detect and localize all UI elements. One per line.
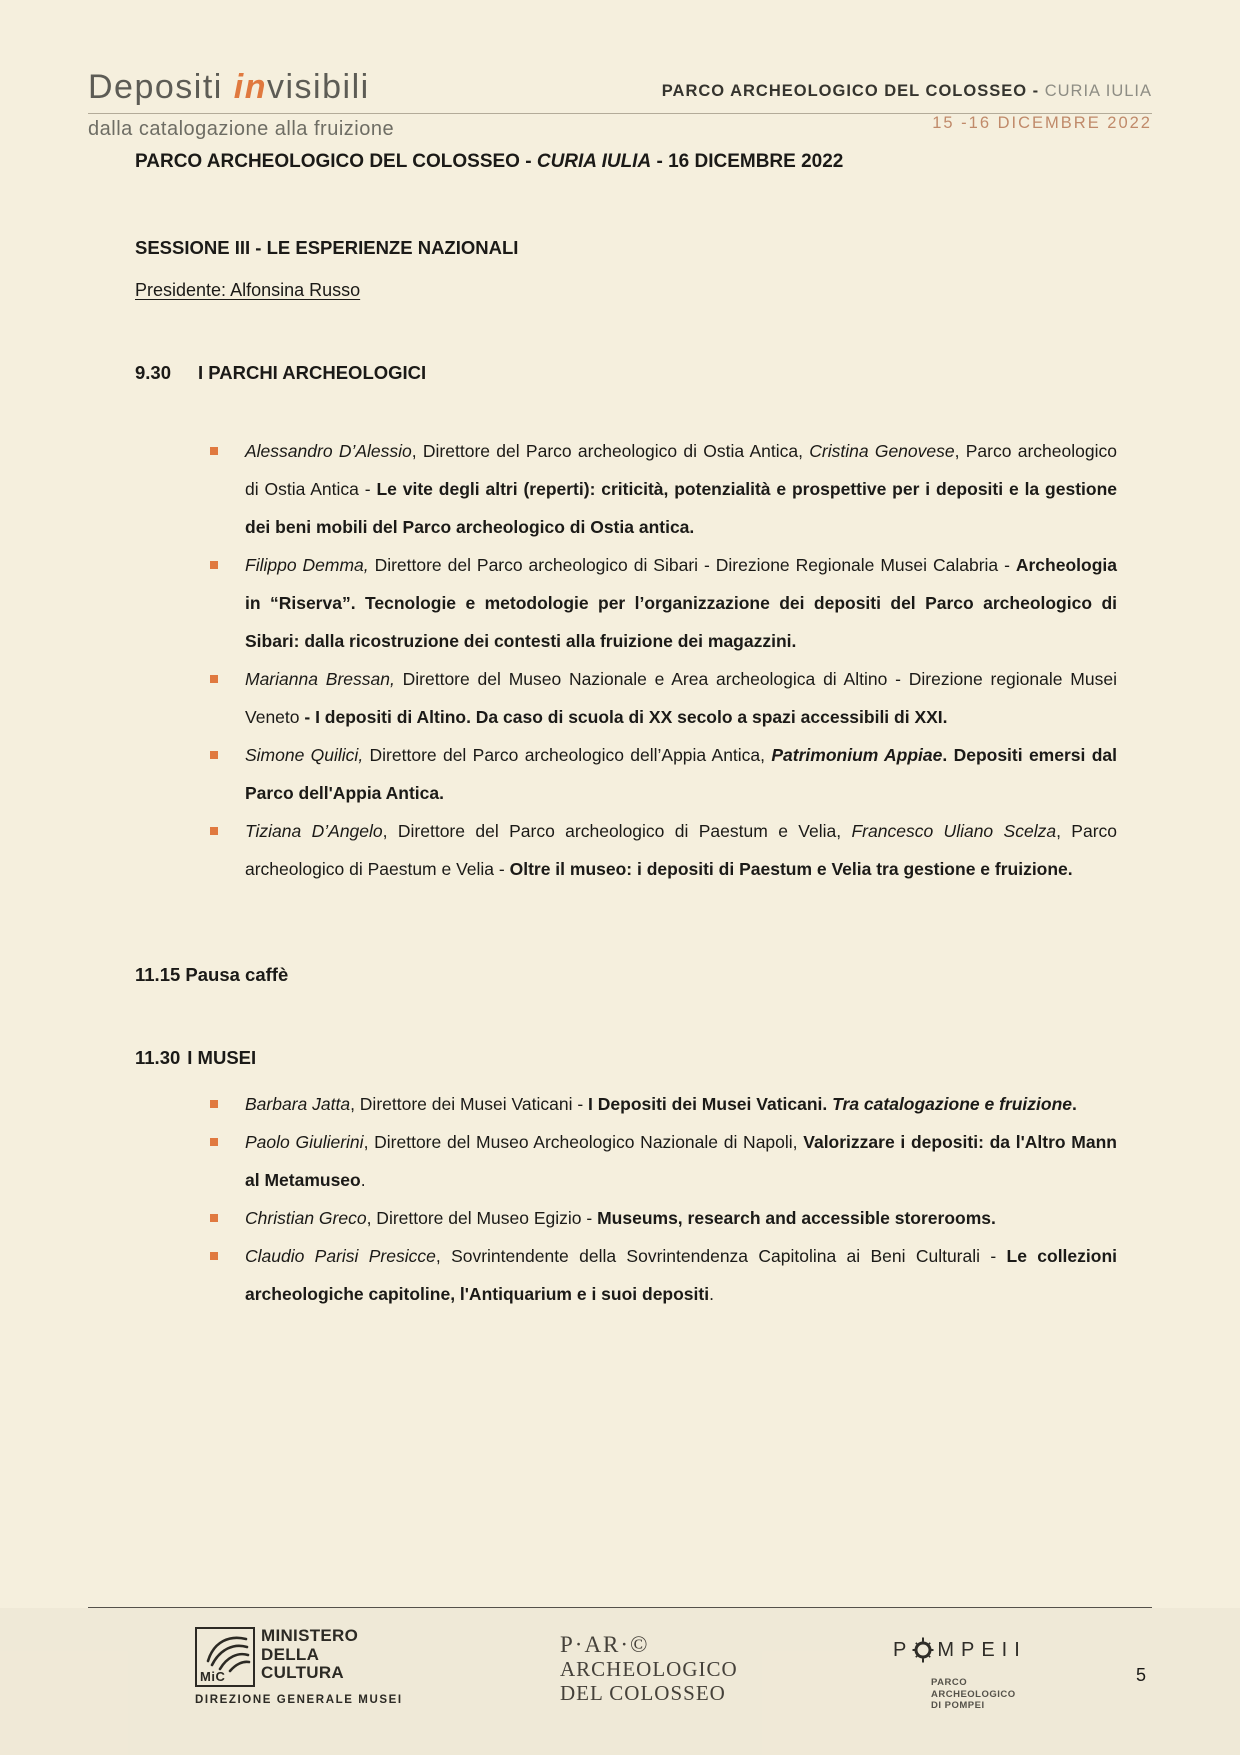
logo-text-suffix: visibili [267,68,370,106]
section-title: I PARCHI ARCHEOLOGICI [198,362,427,383]
list-item [135,660,1117,736]
mic-department: DIREZIONE GENERALE MUSEI [195,1694,403,1706]
agenda-item-text: Filippo Demma, Direttore del Parco archeologico di Sibari - Direzione Regionale Musei Calabria - Archeologia in “Riserva”. Tecnologie e metodologie per l’organizzazione dei depositi del Parco archeologico di Sibari: dalla ricostruzione dei contesti alla fruizione dei magazzini. [245,555,1117,651]
page-number: 5 [1135,1665,1146,1685]
title-italic: CURIA IULIA [536,151,652,172]
agenda-list-parchi [135,432,1117,888]
list-item [135,432,1117,546]
pompeii-prefix: P [893,1638,914,1661]
agenda-list-musei [135,1085,1117,1313]
agenda-item-text: Tiziana D’Angelo, Direttore del Parco archeologico di Paestum e Velia, Francesco Uliano Scelza, Parco archeologico di Paestum e Velia - Oltre il museo: i depositi di Paestum e Velia tra gestione e fruizione. [245,821,1118,879]
venue-light: CURIA IULIA [1044,82,1152,100]
pompeii-suffix: MPEII [937,1638,1027,1661]
pompeii-subtitle [931,1677,1027,1712]
venue-line [662,82,1152,101]
bullet-square-icon [210,675,218,683]
list-item [135,736,1117,812]
bullet-square-icon [210,1100,218,1108]
list-item [135,1085,1117,1123]
session-heading: SESSIONE III - LE ESPERIENZE NAZIONALI [135,237,519,258]
section-title: I MUSEI [187,1047,257,1068]
page-title [135,150,1117,174]
bullet-square-icon [210,827,218,835]
event-logo [88,68,394,141]
list-item [135,546,1117,660]
mic-acronym: MiC [200,1669,226,1684]
venue-strong: PARCO ARCHEOLOGICO DEL COLOSSEO - [661,82,1045,100]
pompeii-subtitle-line: PARCO [931,1677,968,1688]
mic-ministry-logo [195,1627,403,1706]
header-venue-block [662,82,1152,133]
mic-emblem-icon [195,1627,255,1687]
agenda-item-text: Paolo Giulierini, Direttore del Museo Archeologico Nazionale di Napoli, Valorizzare i depositi: da l'Altro Mann al Metamuseo. [245,1132,1117,1190]
title-suffix: - 16 DICEMBRE 2022 [651,151,844,172]
pompeii-subtitle-line: DI POMPEI [931,1700,985,1711]
mic-ministry-line: MINISTERO [261,1626,359,1645]
bullet-square-icon [210,1252,218,1260]
mic-ministry-name [261,1627,358,1683]
event-logo-subtitle: dalla catalogazione alla fruizione [88,118,395,140]
coffee-break-line: 11.15 Pausa caffè [135,964,289,985]
logo-text-accent: in [233,68,267,106]
pompeii-wordmark [893,1637,1027,1663]
winged-figure-icon [200,1631,252,1673]
section-heading-musei [135,1045,1117,1071]
parco-colosseo-logo [560,1633,738,1705]
bullet-square-icon [210,447,218,455]
parco-logo-line: DEL COLOSSEO [560,1681,726,1705]
parco-logo-line: ARCHEOLOGICO [560,1657,738,1681]
list-item [135,1237,1117,1313]
page-footer [88,1607,1152,1755]
mic-ministry-line: DELLA [261,1644,320,1664]
list-item [135,1123,1117,1199]
mic-ministry-line: CULTURA [261,1663,344,1682]
agenda-item-text: Christian Greco, Direttore del Museo Egizio - Museums, research and accessible storerooms. [245,1208,996,1228]
pompeii-subtitle-line: ARCHEOLOGICO [931,1688,1016,1700]
agenda-item-text: Claudio Parisi Presicce, Sovrintendente della Sovrintendenza Capitolina ai Beni Culturali - Le collezioni archeologiche capitoline, l'Antiquarium e i suoi depositi. [245,1246,1118,1304]
title-prefix: PARCO ARCHEOLOGICO DEL COLOSSEO - [135,151,537,172]
page-header [88,68,1152,142]
section-time: 11.30 [135,1047,181,1068]
bullet-square-icon [210,1214,218,1222]
section-time: 9.30 [135,362,172,383]
bullet-square-icon [210,1138,218,1146]
document-body [135,150,1117,1313]
pompeii-rosette-icon [911,1637,935,1663]
list-item [135,1199,1117,1237]
pompeii-logo [893,1637,1027,1712]
list-item [135,812,1117,888]
event-logo-title [88,68,394,107]
agenda-item-text: Barbara Jatta, Direttore dei Musei Vaticani - I Depositi dei Musei Vaticani. Tra catalogazione e fruizione. [245,1094,1077,1114]
bullet-square-icon [210,561,218,569]
session-president: Presidente: Alfonsina Russo [135,280,361,300]
bullet-square-icon [210,751,218,759]
section-heading-parchi [135,360,1117,386]
agenda-item-text: Alessandro D’Alessio, Direttore del Parco archeologico di Ostia Antica, Cristina Genovese, Parco archeologico di Ostia Antica - Le vite degli altri (reperti): criticità, potenzialità e prospettive per i depositi e la gestione dei beni mobili del Parco archeologico di Ostia antica. [245,441,1117,537]
event-dates: 15 -16 DICEMBRE 2022 [932,114,1152,132]
parco-logo-line: P·AR·© [560,1632,650,1657]
agenda-item-text: Marianna Bressan, Direttore del Museo Nazionale e Area archeologica di Altino - Direzione regionale Musei Veneto - I depositi di Altino. Da caso di scuola di XX secolo a spazi accessibili di XXI. [245,669,1117,727]
logo-text-prefix: Depositi [88,68,234,106]
agenda-item-text: Simone Quilici, Direttore del Parco archeologico dell’Appia Antica, Patrimonium Appiae. Depositi emersi dal Parco dell'Appia Antica. [245,745,1117,803]
